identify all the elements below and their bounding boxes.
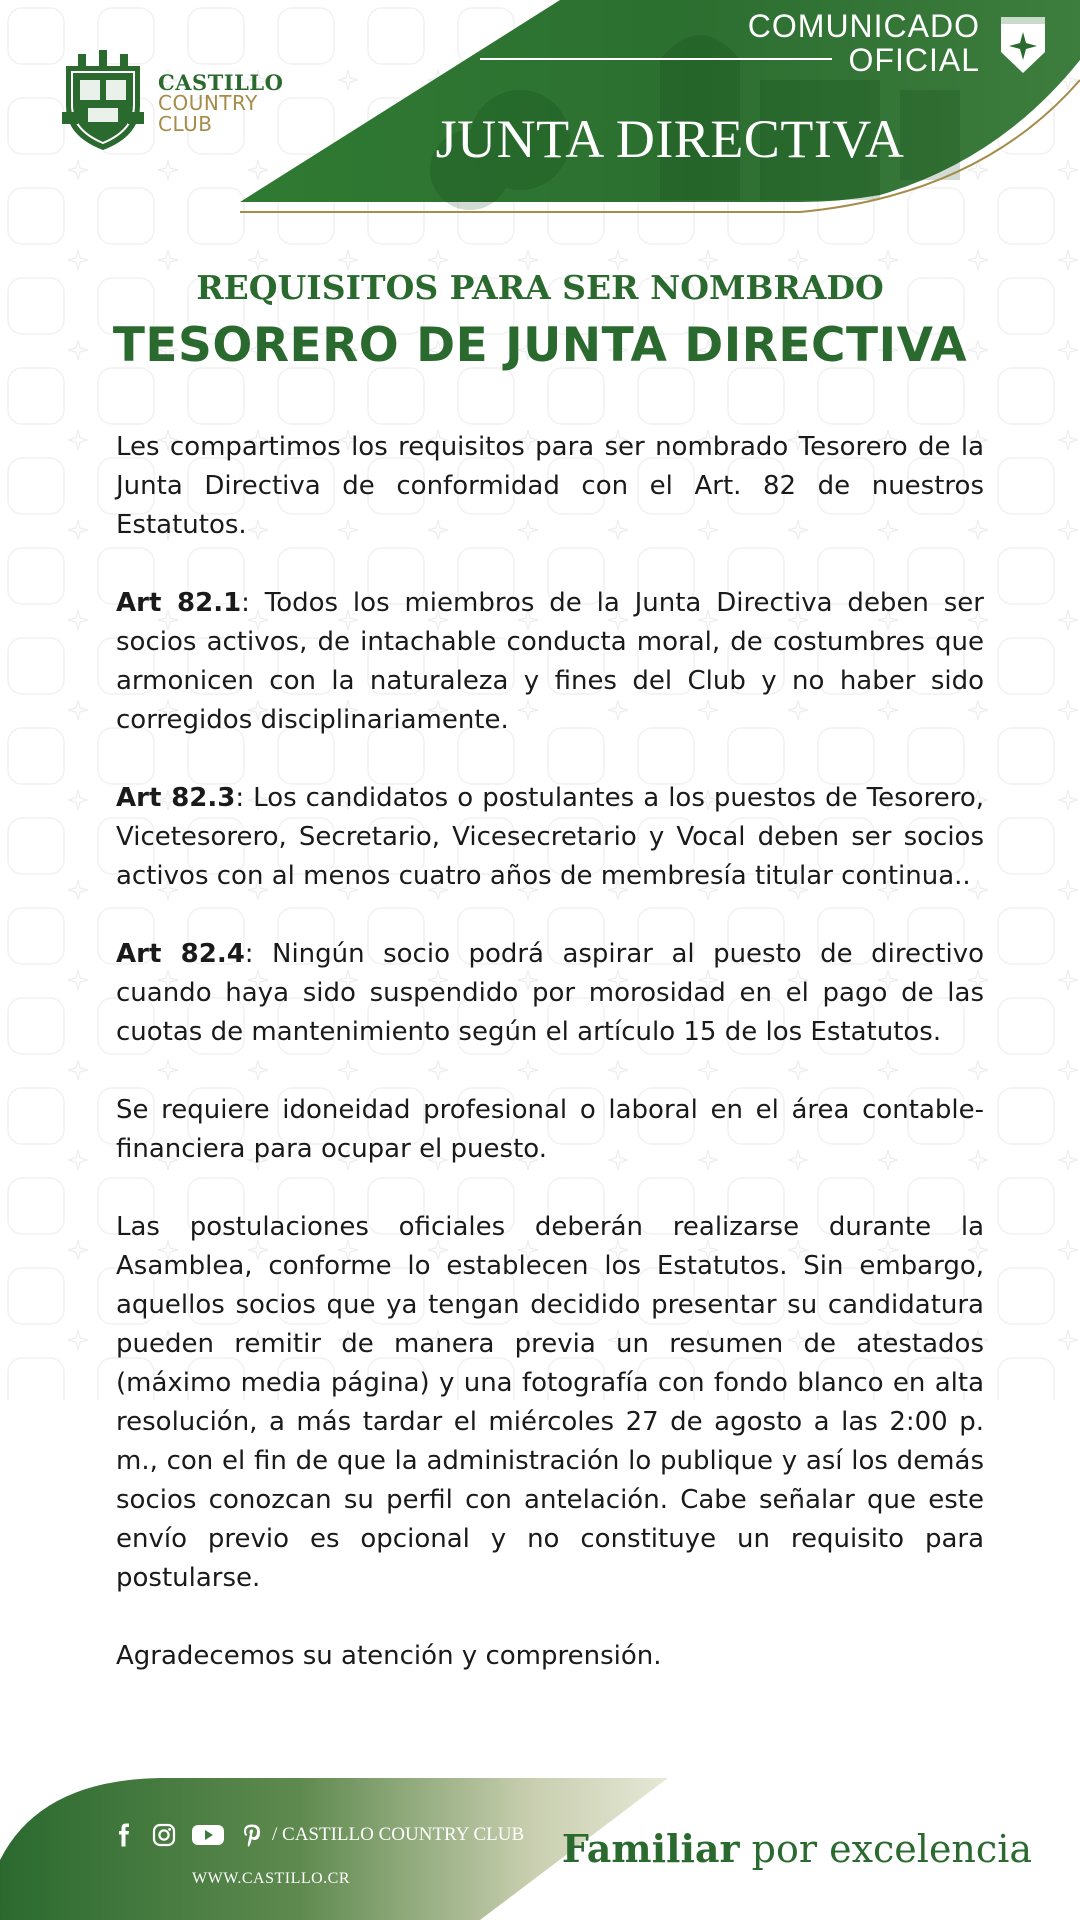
art-82-3-text: : Los candidatos o postulantes a los puestos de Tesorero, Vicetesorero, Secretario, Vicesecretario y Vocal deben ser socios activos con al menos cuatro años de membresía titular continua.. bbox=[116, 783, 984, 891]
comunicado-line2: OFICIAL bbox=[848, 42, 980, 78]
shield-star-icon bbox=[998, 14, 1048, 76]
pinterest-icon[interactable] bbox=[240, 1823, 264, 1847]
logo-name: CASTILLO bbox=[158, 70, 284, 95]
page-title: TESORERO DE JUNTA DIRECTIVA bbox=[112, 318, 968, 373]
art-82-4-paragraph bbox=[116, 935, 984, 1052]
youtube-icon[interactable] bbox=[192, 1823, 224, 1847]
slogan-bold: Familiar bbox=[561, 1826, 740, 1871]
art-82-1-text: : Todos los miembros de la Junta Directiva deben ser socios activos, de intachable conducta moral, de costumbres que armonicen con la naturaleza y fines del Club y no haber sido corregidos disciplinariamente. bbox=[116, 588, 984, 735]
art-82-1-label: Art 82.1 bbox=[116, 588, 242, 618]
header-title: JUNTA DIRECTIVA bbox=[435, 109, 905, 169]
logo-country: COUNTRY bbox=[158, 91, 258, 115]
art-82-4-text: : Ningún socio podrá aspirar al puesto de directivo cuando haya sido suspendido por morosidad en el pago de las cuotas de mantenimiento según el artículo 15 de los Estatutos. bbox=[116, 939, 984, 1047]
header-divider bbox=[480, 58, 832, 60]
castle-crest-icon bbox=[58, 48, 148, 153]
page-subtitle: REQUISITOS PARA SER NOMBRADO bbox=[196, 268, 884, 307]
comunicado-oficial-label bbox=[748, 9, 980, 77]
art-82-3-label: Art 82.3 bbox=[116, 783, 236, 813]
intro-paragraph: Les compartimos los requisitos para ser nombrado Tesorero de la Junta Directiva de conformidad con el Art. 82 de nuestros Estatutos. bbox=[116, 432, 984, 540]
website-link[interactable]: WWW.CASTILLO.CR bbox=[192, 1870, 351, 1887]
idoneidad-paragraph: Se requiere idoneidad profesional o laboral en el área contable-financiera para ocupar el puesto. bbox=[116, 1095, 984, 1164]
logo-club: CLUB bbox=[158, 112, 213, 136]
art-82-4-label: Art 82.4 bbox=[116, 939, 245, 969]
instagram-icon[interactable] bbox=[152, 1823, 176, 1847]
closing-paragraph: Agradecemos su atención y comprensión. bbox=[116, 1641, 662, 1671]
art-82-3-paragraph bbox=[116, 779, 984, 896]
slogan-rest: por excelencia bbox=[739, 1827, 1032, 1871]
slogan bbox=[562, 1826, 1032, 1871]
facebook-icon[interactable] bbox=[112, 1823, 136, 1847]
document-body bbox=[116, 428, 984, 1676]
comunicado-line1: COMUNICADO bbox=[747, 8, 980, 44]
club-logo[interactable] bbox=[58, 48, 358, 158]
social-handle: / CASTILLO COUNTRY CLUB bbox=[272, 1824, 525, 1845]
social-links bbox=[112, 1820, 524, 1850]
art-82-1-paragraph bbox=[116, 584, 984, 740]
postulaciones-paragraph: Las postulaciones oficiales deberán realizarse durante la Asamblea, conforme lo establecen los Estatutos. Sin embargo, aquellos socios que ya tengan decidido presentar su candidatura pueden remitir de manera previa un resumen de atestados (máximo media página) y una fotografía con fondo blanco en alta resolución, a más tardar el miércoles 27 de agosto a las 2:00 p. m., con el fin de que la administración lo publique y así los demás socios conozcan su perfil con antelación. Cabe señalar que este envío previo es opcional y no constituye un requisito para postularse. bbox=[116, 1212, 984, 1593]
